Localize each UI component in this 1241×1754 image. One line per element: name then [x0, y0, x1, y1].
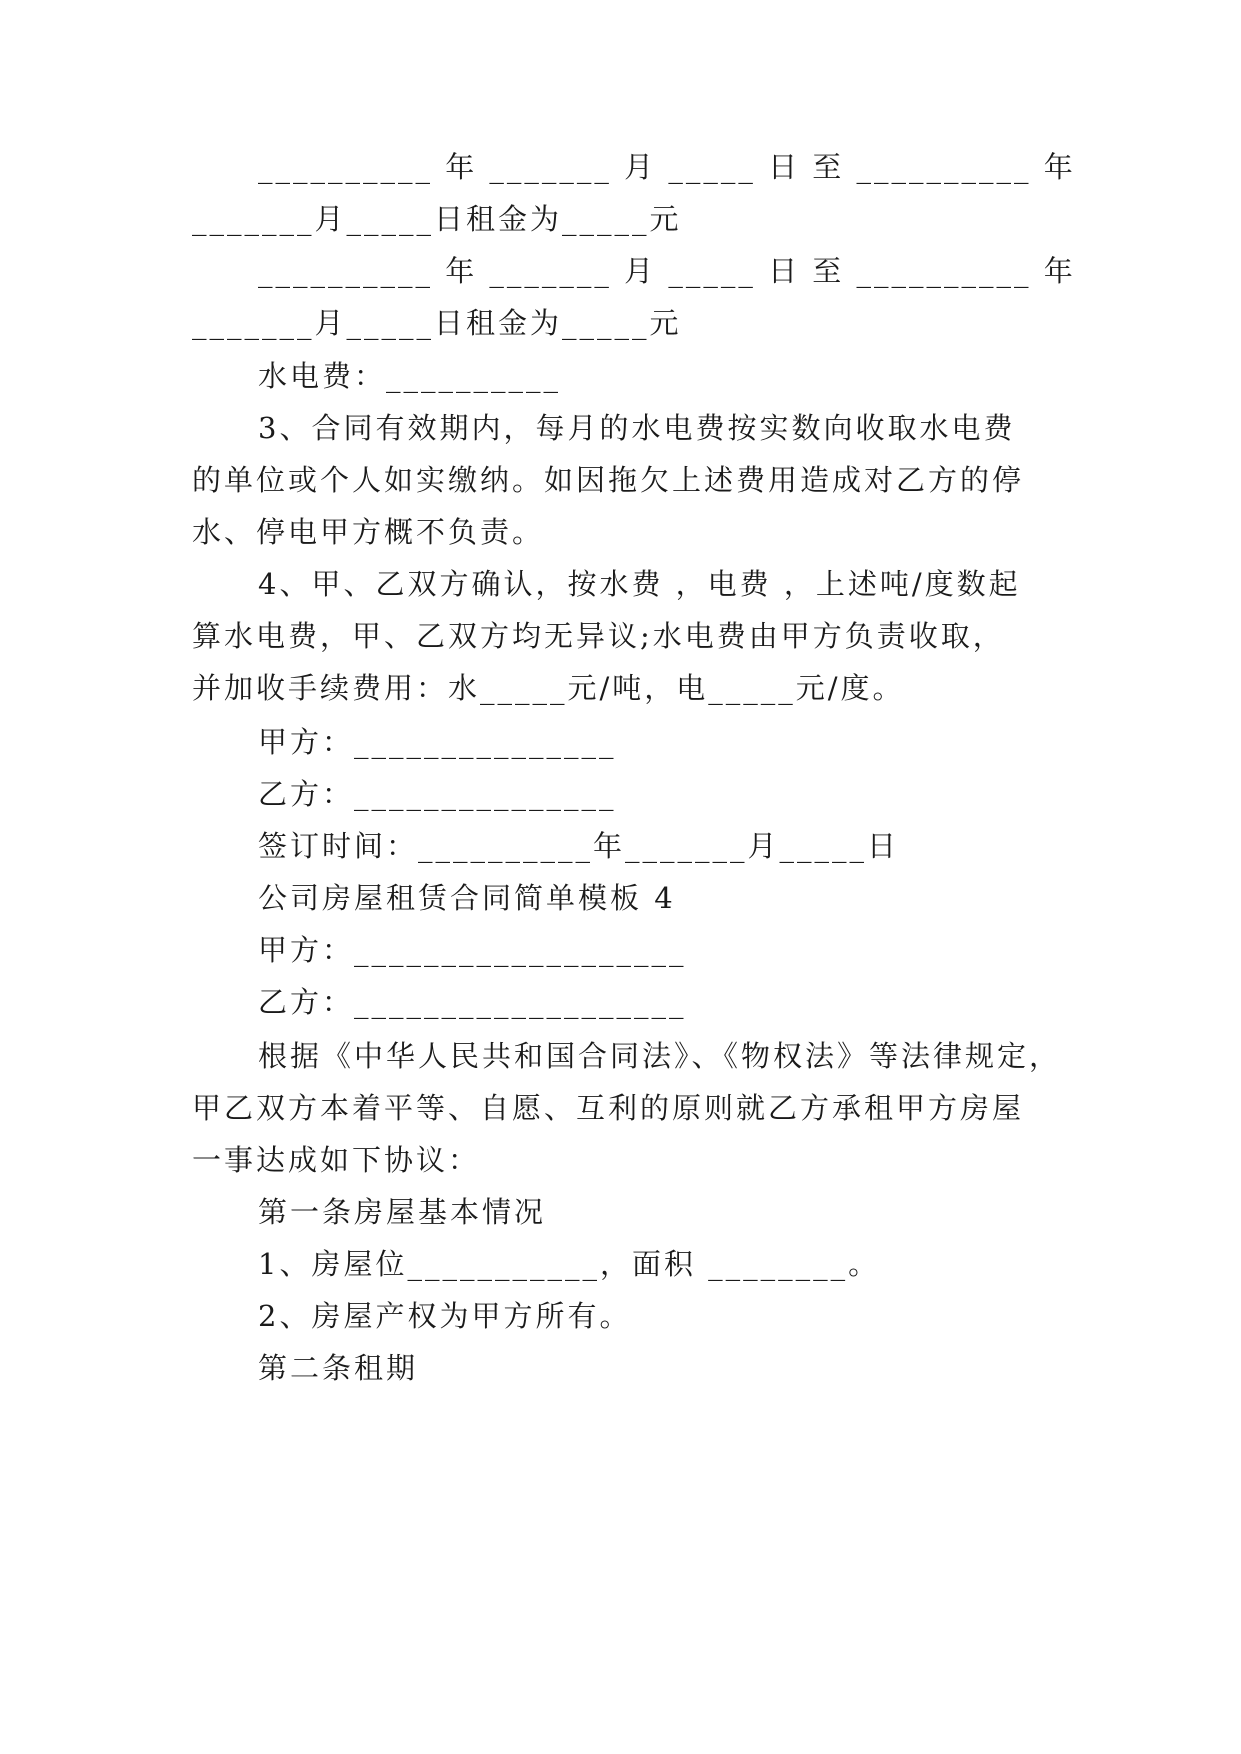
preamble-line-1: 根据《中华人民共和国合同法》、《物权法》等法律规定，: [258, 1039, 1062, 1073]
article-1-item-1: 1、房屋位___________，面积 ________。: [258, 1247, 881, 1281]
party-a-line-2: 甲方：___________________: [258, 933, 687, 967]
rent-amount-row-2: _______月_____日租金为_____元: [192, 306, 682, 340]
clause-3-line-1: 3、合同有效期内，每月的水电费按实数向收取水电费: [258, 411, 1016, 445]
clause-4-line-1: 4、甲、乙双方确认，按水费 ，电费 ，上述吨/度数起: [258, 567, 1021, 601]
rent-amount-row-1: _______月_____日租金为_____元: [192, 202, 682, 236]
clause-3-line-2: 的单位或个人如实缴纳。如因拖欠上述费用造成对乙方的停: [192, 463, 1025, 497]
preamble-line-2: 甲乙双方本着平等、自愿、互利的原则就乙方承租甲方房屋: [192, 1091, 1025, 1125]
article-2-heading: 第二条租期: [258, 1351, 419, 1385]
signing-date-line: 签订时间：__________年_______月_____日: [258, 829, 900, 863]
article-1-heading: 第一条房屋基本情况: [258, 1195, 547, 1229]
utility-fee-line: 水电费：__________: [258, 359, 562, 393]
clause-4-line-2: 算水电费，甲、乙双方均无异议;水电费由甲方负责收取，: [192, 619, 1005, 653]
clause-4-line-3: 并加收手续费用：水_____元/吨，电_____元/度。: [192, 671, 905, 705]
rent-period-row-2: __________ 年 _______ 月 _____ 日 至 __________ 年: [258, 254, 1076, 288]
party-a-line: 甲方：_______________: [258, 725, 617, 759]
party-b-line: 乙方：_______________: [258, 777, 617, 811]
party-b-line-2: 乙方：___________________: [258, 985, 687, 1019]
article-1-item-2: 2、房屋产权为甲方所有。: [258, 1299, 632, 1333]
rent-period-row-1: __________ 年 _______ 月 _____ 日 至 __________ 年: [258, 150, 1076, 184]
section-title: 公司房屋租赁合同简单模板 4: [258, 881, 676, 915]
clause-3-line-3: 水、停电甲方概不负责。: [192, 515, 545, 549]
preamble-line-3: 一事达成如下协议：: [192, 1143, 481, 1177]
